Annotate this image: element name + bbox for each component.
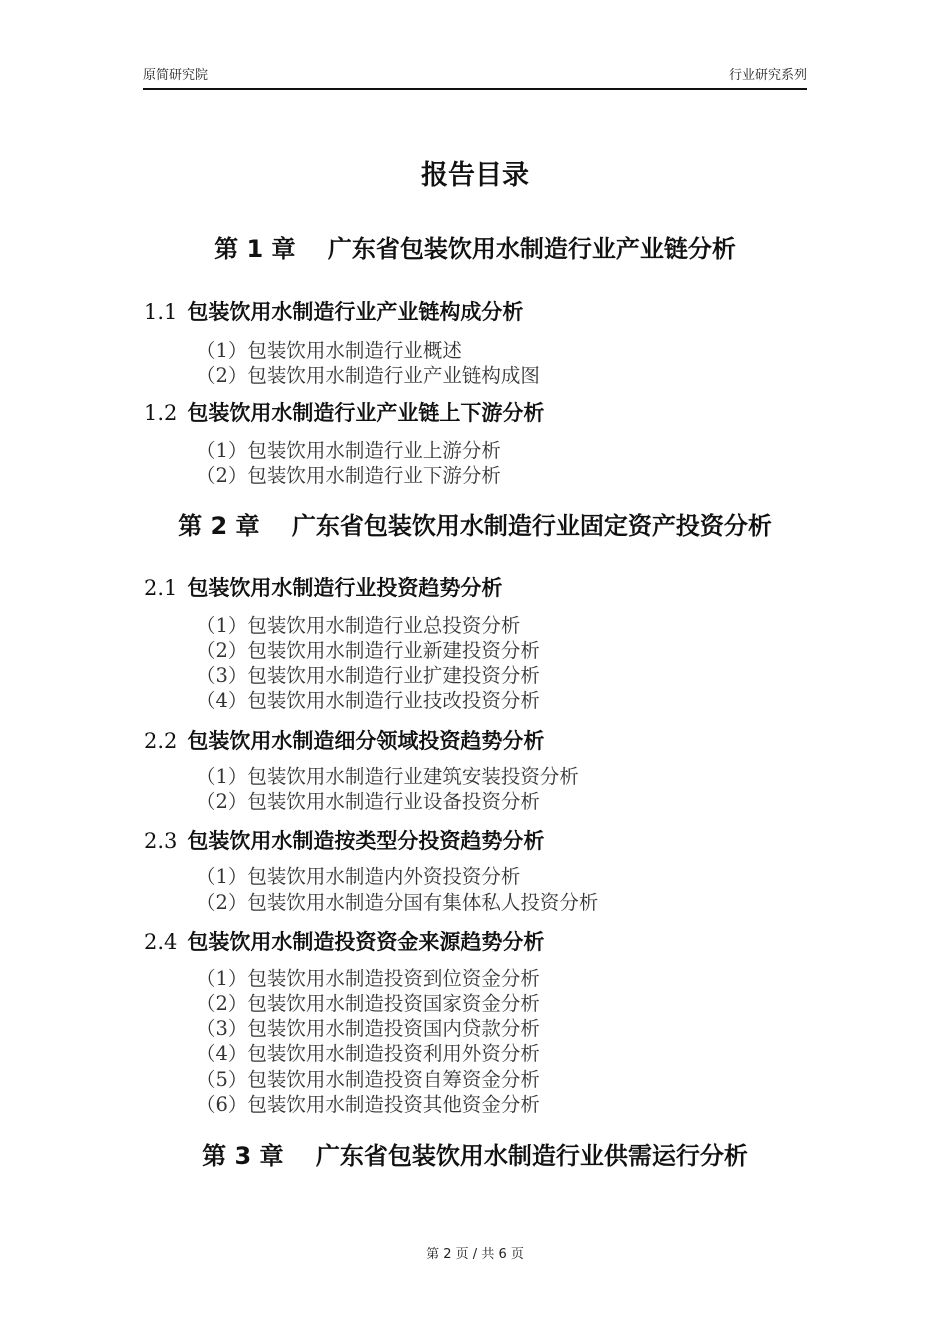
toc-item-1-2-1[interactable]: （1）包装饮用水制造行业上游分析 bbox=[196, 439, 501, 462]
section-1-2[interactable] bbox=[144, 399, 544, 427]
toc-item-2-4-2[interactable]: （2）包装饮用水制造投资国家资金分析 bbox=[196, 992, 540, 1015]
section-title: 包装饮用水制造行业产业链上下游分析 bbox=[187, 401, 545, 425]
toc-item-1-2-2[interactable]: （2）包装饮用水制造行业下游分析 bbox=[196, 464, 501, 487]
header-publisher: 原简研究院 bbox=[143, 68, 209, 83]
section-title: 包装饮用水制造按类型分投资趋势分析 bbox=[187, 829, 545, 853]
chapter-2-heading[interactable]: 第 2 章 广东省包装饮用水制造行业固定资产投资分析 bbox=[178, 512, 772, 540]
section-1-1[interactable] bbox=[144, 298, 523, 326]
section-2-4[interactable] bbox=[144, 928, 544, 956]
toc-item-2-1-3[interactable]: （3）包装饮用水制造行业扩建投资分析 bbox=[196, 664, 540, 687]
toc-item-2-4-5[interactable]: （5）包装饮用水制造投资自筹资金分析 bbox=[196, 1068, 540, 1091]
toc-item-2-4-3[interactable]: （3）包装饮用水制造投资国内贷款分析 bbox=[196, 1017, 540, 1040]
section-title: 包装饮用水制造投资资金来源趋势分析 bbox=[187, 930, 545, 954]
section-number: 1.2 bbox=[144, 401, 178, 425]
section-2-2[interactable] bbox=[144, 727, 544, 755]
toc-item-2-3-2[interactable]: （2）包装饮用水制造分国有集体私人投资分析 bbox=[196, 891, 599, 914]
section-2-1[interactable] bbox=[144, 574, 502, 602]
toc-item-2-1-4[interactable]: （4）包装饮用水制造行业技改投资分析 bbox=[196, 689, 540, 712]
toc-item-2-4-4[interactable]: （4）包装饮用水制造投资利用外资分析 bbox=[196, 1042, 540, 1065]
chapter-1-heading[interactable]: 第 1 章 广东省包装饮用水制造行业产业链分析 bbox=[214, 235, 736, 263]
section-title: 包装饮用水制造细分领域投资趋势分析 bbox=[187, 729, 545, 753]
section-number: 2.1 bbox=[144, 576, 178, 600]
toc-item-2-2-2[interactable]: （2）包装饮用水制造行业设备投资分析 bbox=[196, 790, 540, 813]
toc-item-2-3-1[interactable]: （1）包装饮用水制造内外资投资分析 bbox=[196, 865, 521, 888]
section-number: 2.4 bbox=[144, 930, 178, 954]
section-number: 2.3 bbox=[144, 829, 178, 853]
chapter-3-heading[interactable]: 第 3 章 广东省包装饮用水制造行业供需运行分析 bbox=[202, 1142, 748, 1170]
toc-item-2-4-1[interactable]: （1）包装饮用水制造投资到位资金分析 bbox=[196, 967, 540, 990]
page-header bbox=[143, 66, 807, 90]
section-number: 2.2 bbox=[144, 729, 178, 753]
toc-title: 报告目录 bbox=[421, 160, 529, 191]
toc-item-2-4-6[interactable]: （6）包装饮用水制造投资其他资金分析 bbox=[196, 1093, 540, 1116]
section-2-3[interactable] bbox=[144, 827, 544, 855]
toc-item-2-1-2[interactable]: （2）包装饮用水制造行业新建投资分析 bbox=[196, 639, 540, 662]
header-series: 行业研究系列 bbox=[728, 68, 807, 83]
section-title: 包装饮用水制造行业投资趋势分析 bbox=[187, 576, 503, 600]
page-number: 第 2 页 / 共 6 页 bbox=[426, 1247, 524, 1262]
toc-item-2-1-1[interactable]: （1）包装饮用水制造行业总投资分析 bbox=[196, 614, 521, 637]
toc-item-2-2-1[interactable]: （1）包装饮用水制造行业建筑安装投资分析 bbox=[196, 765, 579, 788]
section-title: 包装饮用水制造行业产业链构成分析 bbox=[187, 300, 524, 324]
toc-item-1-1-1[interactable]: （1）包装饮用水制造行业概述 bbox=[196, 339, 462, 362]
section-number: 1.1 bbox=[144, 300, 178, 324]
toc-item-1-1-2[interactable]: （2）包装饮用水制造行业产业链构成图 bbox=[196, 364, 540, 387]
